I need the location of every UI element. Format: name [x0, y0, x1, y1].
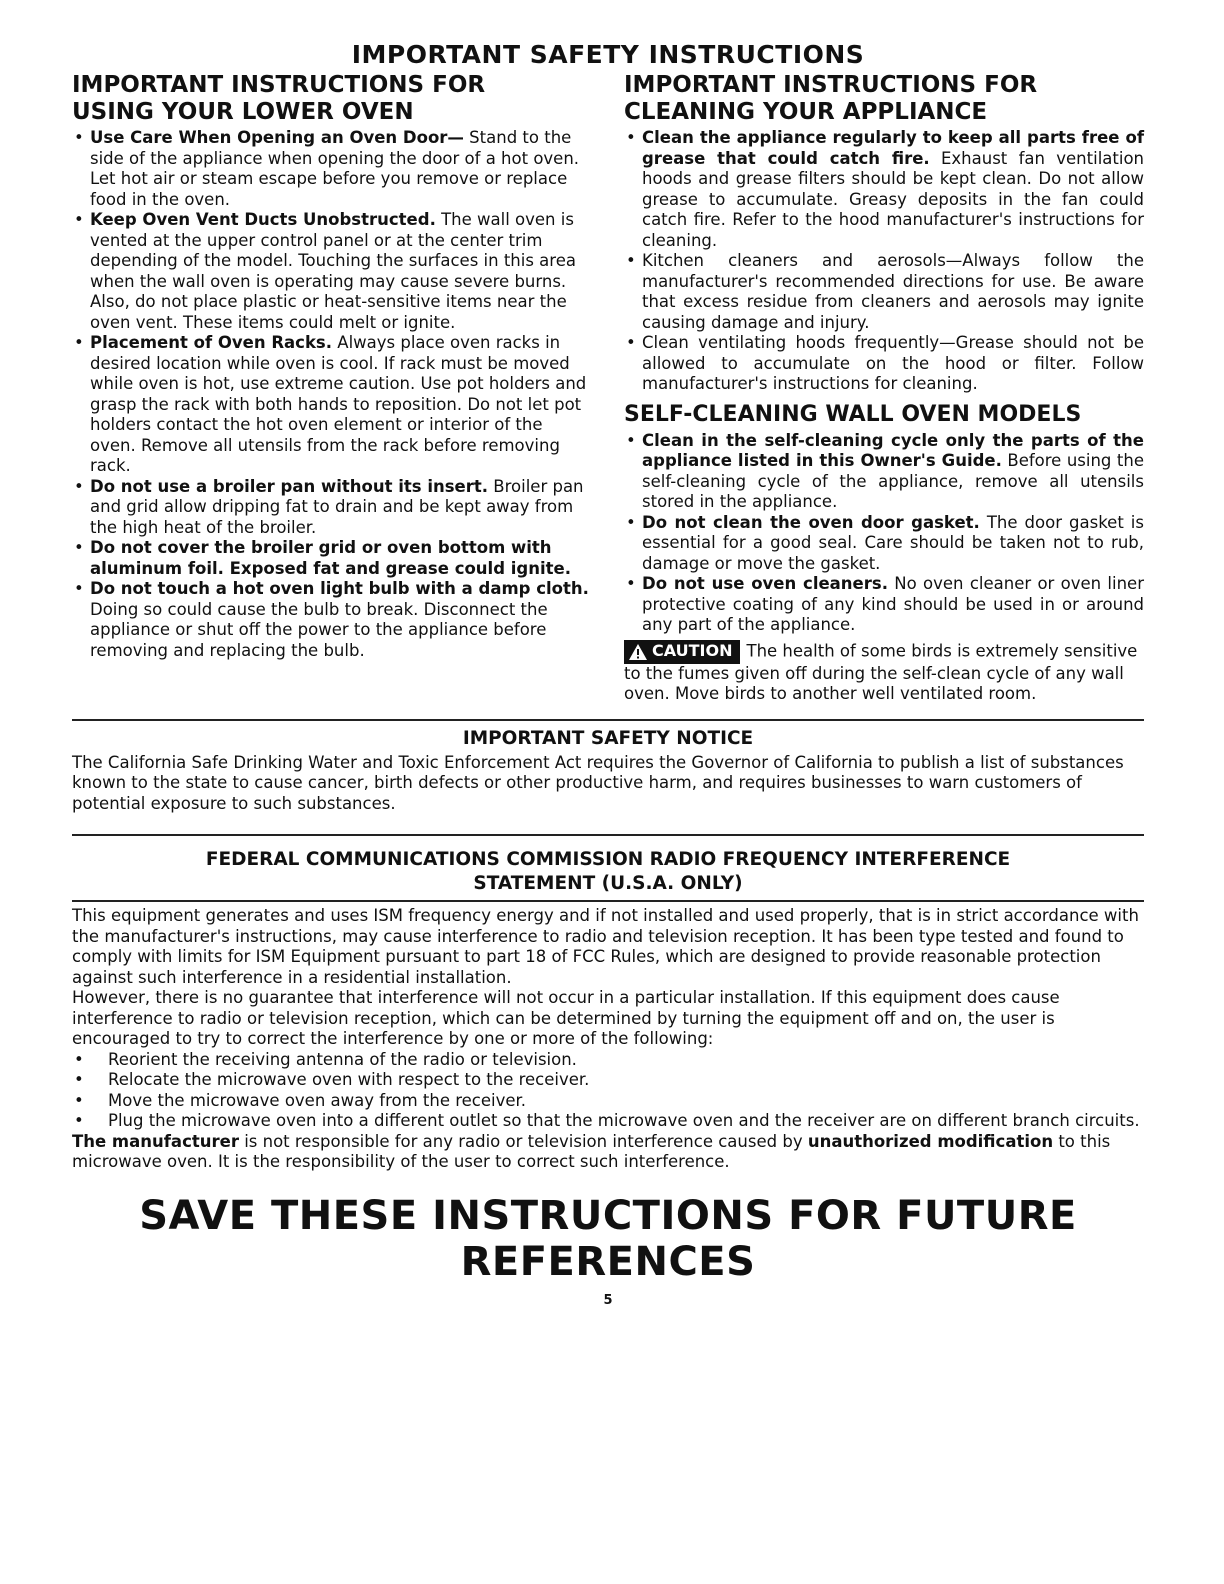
caution-badge: CAUTION: [624, 640, 740, 664]
two-column-section: [72, 72, 1144, 705]
list-item: • Do not use a broiler pan without its insert. Broiler pan and grid allow dripping fat to drain and be kept away from the high heat of the broiler.: [74, 476, 584, 537]
self-clean-heading: SELF-CLEANING WALL OVEN MODELS: [624, 401, 1082, 427]
list-item: • Relocate the microwave oven with respect to the receiver.: [74, 1070, 590, 1089]
list-item: • Clean in the self-cleaning cycle only the parts of the appliance listed in this Owner's Guide. Before using the self-cleaning cycle of the appliance, remove all utensils stored in the appliance.: [626, 430, 1144, 511]
list-item: • Keep Oven Vent Ducts Unobstructed. The wall oven is vented at the upper control panel or at the center trim depending of the model. Touching the surfaces in this area when the wall oven is operating may cause severe burns. Also, do not place plastic or heat-sensitive items near the oven vent. These items could melt or ignite.: [74, 210, 576, 332]
list-item: • Do not touch a hot oven light bulb with a damp cloth. Doing so could cause the bulb to break. Disconnect the appliance or shut off the power to the appliance before removing and replacing the bulb.: [74, 579, 589, 660]
fcc-statement: [72, 848, 1144, 1173]
list-item: • Use Care When Opening an Oven Door— Stand to the side of the appliance when opening the door of a hot oven. Let hot air or steam escape before you remove or replace food in the oven.: [74, 128, 580, 209]
list-item: • Reorient the receiving antenna of the radio or television.: [74, 1049, 577, 1069]
fcc-title: FEDERAL COMMUNICATIONS COMMISSION RADIO FREQUENCY INTERFERENCE STATEMENT (U.S.A. ONLY): [205, 849, 1011, 894]
safety-notice: [72, 719, 1144, 837]
list-item: • Kitchen cleaners and aerosols—Always follow the manufacturer's recommended directions for use. Be aware that excess residue from cleaners and aerosols may ignite causing damage and injury.: [626, 251, 1144, 332]
warning-icon: [628, 643, 648, 661]
fcc-paragraph-2: However, there is no guarantee that interference will not occur in a particular installation. If this equipment does cause interference to radio or television reception, which can be determined by turning the equipment off and on, the user is encouraged to try to correct the interference by one or more of the following:: [72, 988, 1060, 1048]
divider: [72, 900, 1144, 902]
page-title: IMPORTANT SAFETY INSTRUCTIONS: [351, 40, 865, 69]
list-item: • Plug the microwave oven into a different outlet so that the microwave oven and the receiver are on different branch circuits.: [74, 1111, 1140, 1130]
save-instructions-banner: SAVE THESE INSTRUCTIONS FOR FUTURE REFERENCES: [139, 1192, 1077, 1285]
list-item: • Clean ventilating hoods frequently—Grease should not be allowed to accumulate on the hood or filter. Follow manufacturer's instructions for cleaning.: [626, 333, 1144, 393]
caution-paragraph: CAUTION The health of some birds is extremely sensitive to the fumes given off during the self-clean cycle of any wall oven. Move birds to another well ventilated room.: [624, 641, 1138, 703]
cleaning-heading: IMPORTANT INSTRUCTIONS FOR CLEANING YOUR APPLIANCE: [624, 72, 1038, 125]
list-item: • Do not cover the broiler grid or oven bottom with aluminum foil. Exposed fat and grease could ignite.: [74, 538, 571, 578]
fcc-disclaimer: The manufacturer is not responsible for any radio or television interference caused by unauthorized modification to this microwave oven. It is the responsibility of the user to correct such interference.: [72, 1131, 1111, 1171]
page-number: 5: [603, 1292, 613, 1308]
divider: [72, 834, 1144, 836]
lower-oven-list: [72, 128, 592, 661]
list-item: • Do not use oven cleaners. No oven cleaner or oven liner protective coating of any kind should be used in or around any part of the appliance.: [626, 574, 1144, 634]
left-column: [72, 72, 592, 705]
cleaning-list: [624, 128, 1144, 395]
list-item: • Do not clean the oven door gasket. The door gasket is essential for a good seal. Care should be taken not to rub, damage or move the gasket.: [626, 512, 1144, 573]
page: [72, 40, 1144, 1308]
divider: [72, 719, 1144, 721]
fcc-list: [72, 1050, 1144, 1132]
fcc-paragraph-1: This equipment generates and uses ISM frequency energy and if not installed and used properly, that is in strict accordance with the manufacturer's instructions, may cause interference to radio and television reception. It has been type tested and found to comply with limits for ISM Equipment pursuant to part 18 of FCC Rules, which are designed to provide reasonable protection against such interference in a residential installation.: [72, 906, 1139, 987]
list-item: • Move the microwave oven away from the receiver.: [74, 1090, 527, 1110]
right-column: [624, 72, 1144, 705]
lower-oven-heading: IMPORTANT INSTRUCTIONS FOR USING YOUR LOWER OVEN: [72, 72, 486, 125]
self-clean-list: [624, 431, 1144, 636]
list-item: • Clean the appliance regularly to keep all parts free of grease that could catch fire. Exhaust fan ventilation hoods and grease filters should be kept clean. Do not allow grease to accumulate. Greasy deposits in the fan could catch fire. Refer to the hood manufacturer's instructions for cleaning.: [626, 128, 1144, 250]
notice-text: The California Safe Drinking Water and Toxic Enforcement Act requires the Governor of California to publish a list of substances known to the state to cause cancer, birth defects or other productive harm, and requires businesses to warn customers of potential exposure to such substances.: [72, 752, 1124, 813]
notice-title: IMPORTANT SAFETY NOTICE: [462, 727, 754, 749]
list-item: • Placement of Oven Racks. Always place oven racks in desired location while oven is cool. If rack must be moved while oven is hot, use extreme caution. Use pot holders and grasp the rack with both hands to reposition. Do not let pot holders contact the hot oven element or interior of the oven. Remove all utensils from the rack before removing rack.: [74, 333, 587, 475]
